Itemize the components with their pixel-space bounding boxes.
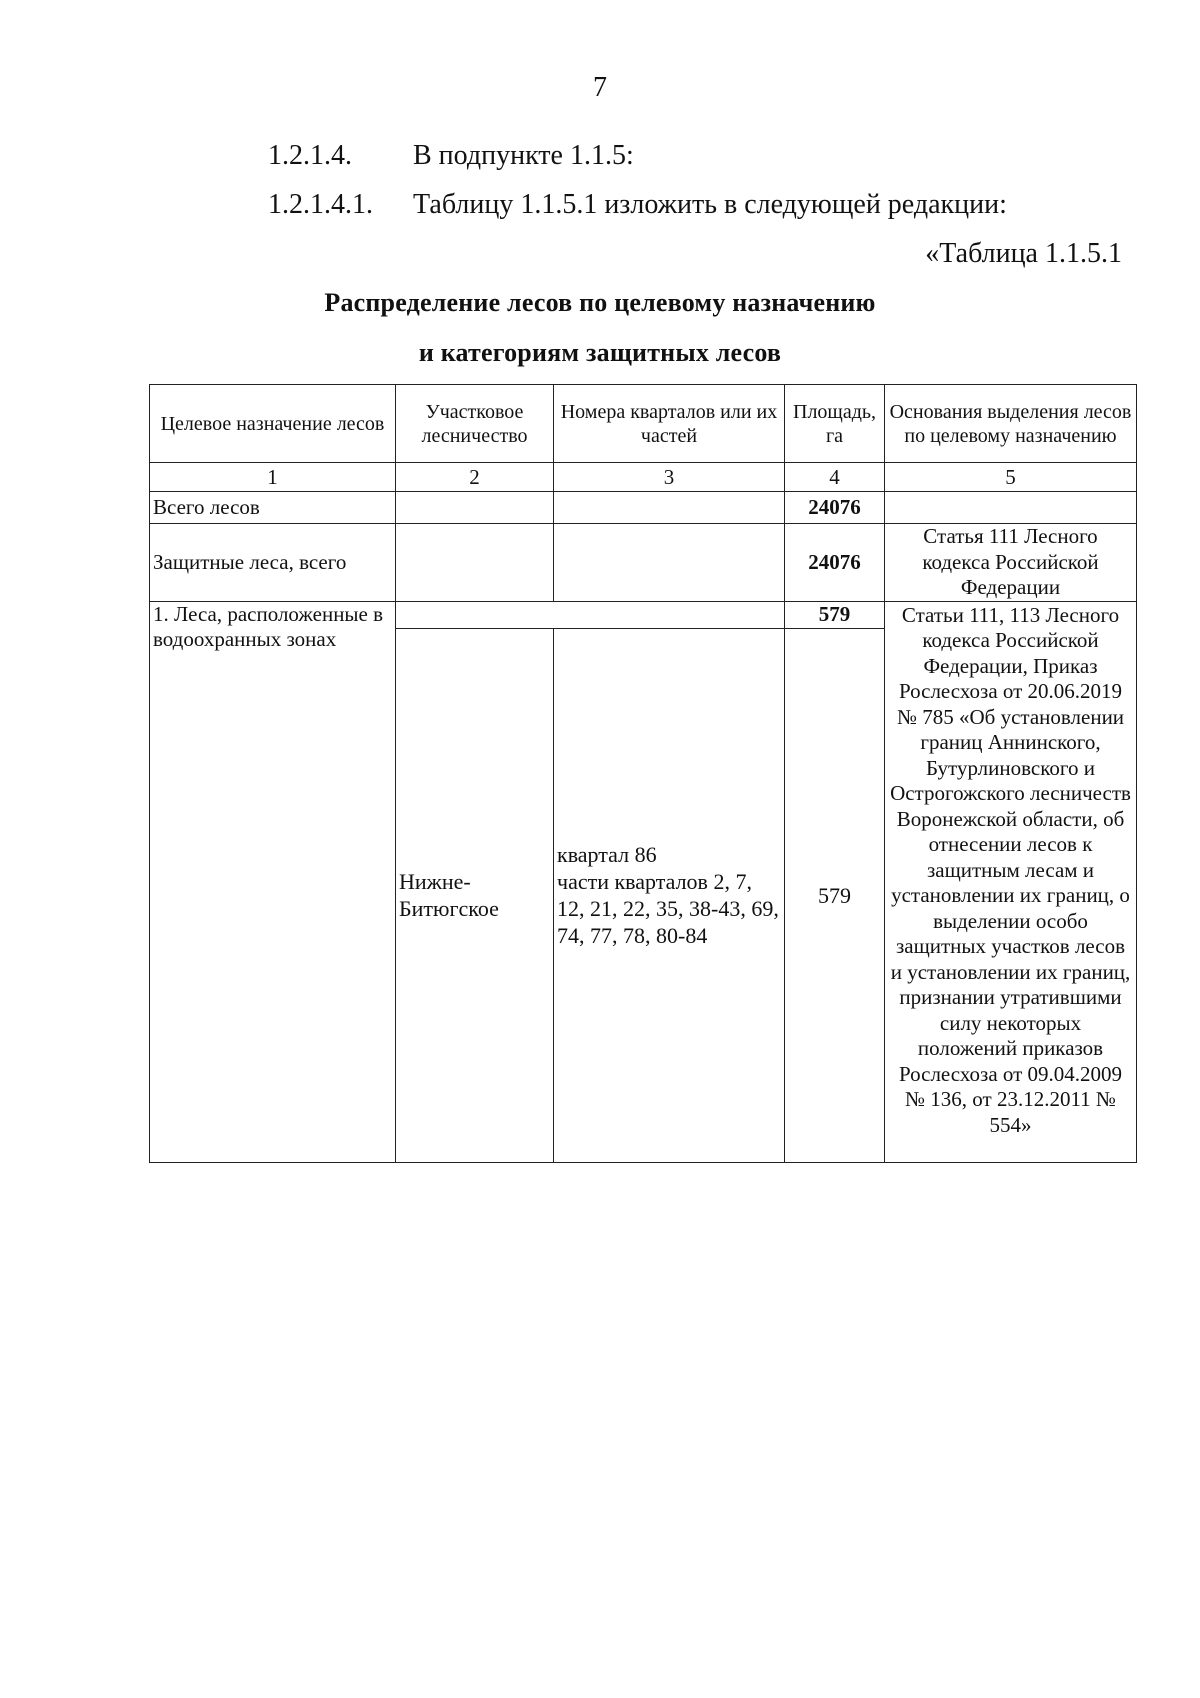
cell-empty [396, 492, 554, 524]
cell-purpose: 1. Леса, расположенные в водоохранных зонах [150, 601, 396, 1162]
column-number: 2 [396, 463, 554, 492]
row-water-protection-total [150, 601, 1137, 628]
column-number: 5 [885, 463, 1137, 492]
row-total-forests [150, 492, 1137, 524]
amendment-text: В подпункте 1.1.5: [413, 140, 634, 171]
cell-purpose: Защитные леса, всего [150, 524, 396, 602]
column-number-row [150, 463, 1137, 492]
column-number: 4 [785, 463, 885, 492]
quarters-line: части кварталов 2, 7, 12, 21, 22, 35, 38-43, 69, 74, 77, 78, 80-84 [557, 869, 779, 948]
header-quarters: Номера кварталов или их частей [554, 385, 785, 463]
cell-area: 24076 [785, 524, 885, 602]
table-caption: «Таблица 1.1.5.1 [925, 238, 1122, 269]
cell-quarters [554, 628, 785, 1162]
cell-empty [885, 492, 1137, 524]
cell-empty [396, 524, 554, 602]
amendment-text: Таблицу 1.1.5.1 изложить в следующей редакции: [413, 189, 1007, 220]
amendment-number: 1.2.1.4. [268, 140, 352, 171]
amendment-line-2 [0, 189, 1200, 225]
cell-empty [554, 524, 785, 602]
cell-forestry: Нижне-Битюгское [396, 628, 554, 1162]
amendment-line-1 [0, 140, 1200, 176]
amendment-number: 1.2.1.4.1. [268, 189, 373, 220]
cell-purpose: Всего лесов [150, 492, 396, 524]
row-protective-forests [150, 524, 1137, 602]
table-title-line-1: Распределение лесов по целевому назначению [324, 288, 876, 317]
column-number: 3 [554, 463, 785, 492]
cell-area: 579 [785, 628, 885, 1162]
header-basis: Основания выделения лесов по целевому назначению [885, 385, 1137, 463]
cell-empty [554, 492, 785, 524]
cell-area: 24076 [785, 492, 885, 524]
table-title-line-2: и категориям защитных лесов [418, 338, 782, 367]
table-header-row [150, 385, 1137, 463]
cell-area-total: 579 [785, 601, 885, 628]
header-forestry: Участковое лесничество [396, 385, 554, 463]
header-purpose: Целевое назначение лесов [150, 385, 396, 463]
quarters-line: квартал 86 [557, 842, 657, 867]
page-number: 7 [593, 72, 607, 103]
forest-distribution-table [149, 384, 1137, 1163]
cell-basis: Статьи 111, 113 Лесного кодекса Российской Федерации, Приказ Рослесхоза от 20.06.2019 № 785 «Об установлении границ Аннинского, Бутурлиновского и Острогожского лесничеств Воронежской области, об отнесении лесов к защитным лесам и установлении их границ, о выделении особо защитных участков лесов и установлении их границ, признании утратившими силу некоторых положений приказов Рослесхоза от 09.04.2009 № 136, от 23.12.2011 № 554» [885, 601, 1137, 1162]
column-number: 1 [150, 463, 396, 492]
cell-empty [396, 601, 785, 628]
header-area: Площадь, га [785, 385, 885, 463]
cell-basis: Статья 111 Лесного кодекса Российской Федерации [885, 524, 1137, 602]
